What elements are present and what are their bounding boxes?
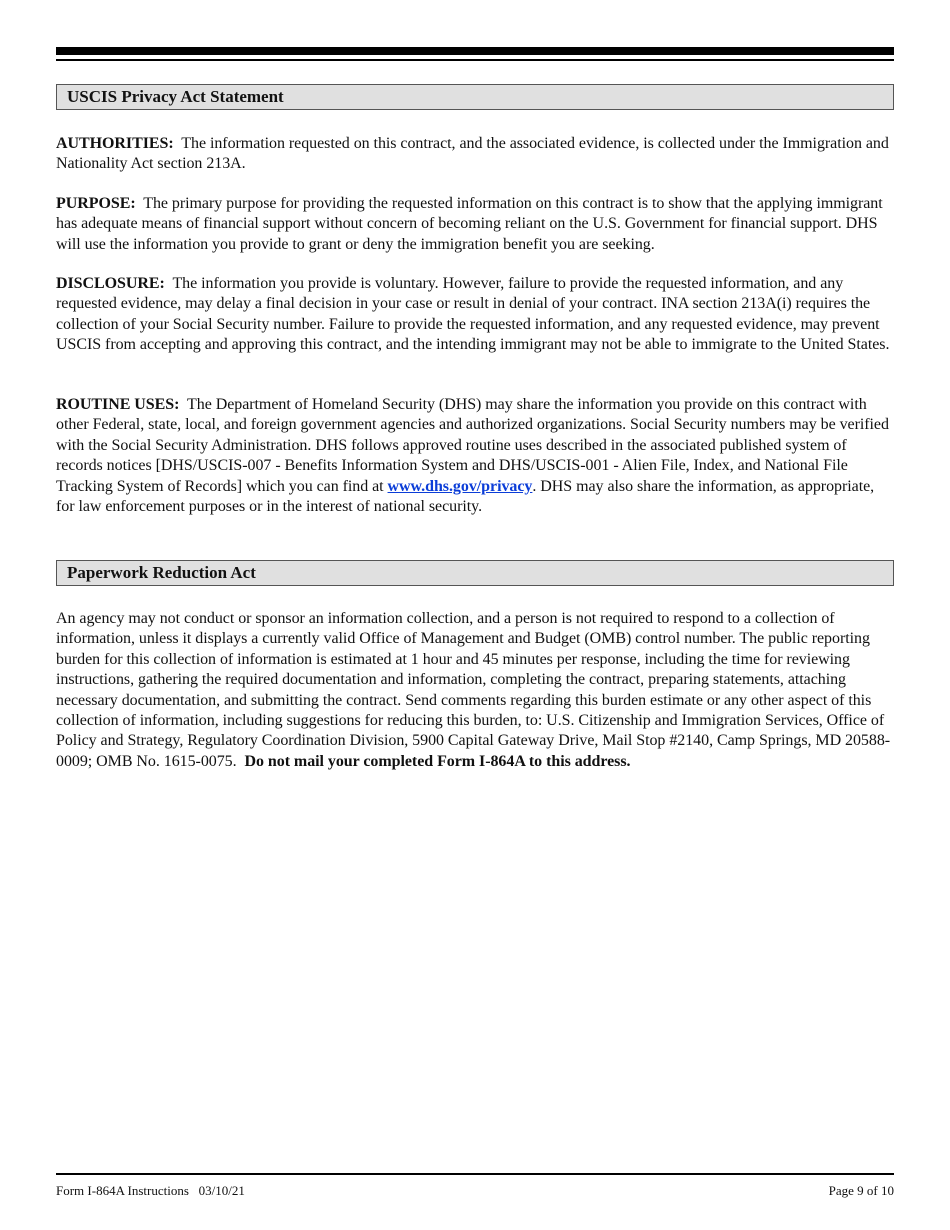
footer-form-label: Form I-864A Instructions 03/10/21 — [56, 1183, 245, 1198]
disclosure-text: The information you provide is voluntary. However, failure to provide the requested information, and any requested evidence, may delay a final decision in your case or result in denial of your contract. INA section 213A(i) requires the collection of your Social Security number. Failure to provide the requested information, and any requested evidence, may prevent USCIS from accepting and approving this contract, and the intending immigrant may not be able to immigrate to the United States. — [56, 275, 890, 354]
routine-uses-text: The Department of Homeland Security (DHS) may share the information you provide on this contract with other Federal, state, local, and foreign government agencies and authorized organizations. Social Security numbers may be verified with the Social Security Administration. DHS follows approved routine uses described in the associated published system of records notices [DHS/USCIS-007 - Benefits Information System and DHS/USCIS-001 - Alien File, Index, and National File Tracking System of Records] which you can find at — [56, 396, 889, 495]
purpose-text: The primary purpose for providing the requested information on this contract is to show that the applying immigrant has adequate means of financial support without concern of becoming reliant on the U.S. Government for financial support. DHS will use the information you provide to grant or deny the immigration benefit you are seeking. — [56, 195, 883, 253]
routine-uses-label: ROUTINE USES: — [56, 396, 180, 413]
disclosure-label: DISCLOSURE: — [56, 275, 165, 292]
header-thin-rule — [56, 59, 894, 61]
purpose-paragraph — [56, 194, 896, 255]
dhs-privacy-link[interactable]: www.dhs.gov/privacy — [387, 477, 533, 495]
paperwork-paragraph — [56, 609, 896, 772]
purpose-label: PURPOSE: — [56, 195, 136, 212]
paperwork-bold-notice: Do not mail your completed Form I-864A to this address. — [244, 752, 631, 770]
authorities-label: AUTHORITIES: — [56, 135, 174, 152]
header-thick-rule — [56, 47, 894, 55]
routine-uses-text-after: . DHS may also share the information, as appropriate, for law enforcement purposes or in the interest of national security. — [56, 477, 875, 516]
routine-uses-paragraph — [56, 395, 896, 517]
authorities-text: The information requested on this contract, and the associated evidence, is collected under the Immigration and Nationality Act section 213A. — [56, 135, 889, 173]
paperwork-section-title: Paperwork Reduction Act — [56, 560, 894, 586]
footer-page-number: Page 9 of 10 — [828, 1183, 894, 1198]
authorities-paragraph — [56, 134, 896, 175]
paperwork-text: An agency may not conduct or sponsor an information collection, and a person is not required to respond to a collection of information, unless it displays a currently valid Office of Management and Budget (OMB) control number. The public reporting burden for this collection of information is estimated at 1 hour and 45 minutes per response, including the time for reviewing instructions, gathering the required documentation and information, completing the contract, preparing statements, attaching necessary documentation, and submitting the contract. Send comments regarding this burden estimate or any other aspect of this collection of information, including suggestions for reducing this burden, to: U.S. Citizenship and Immigration Services, Office of Policy and Strategy, Regulatory Coordination Division, 5900 Capital Gateway Drive, Mail Stop #2140, Camp Springs, MD 20588-0009; OMB No. 1615-0075. — [56, 610, 891, 770]
disclosure-paragraph — [56, 274, 896, 356]
privacy-section-title: USCIS Privacy Act Statement — [56, 84, 894, 110]
footer-rule — [56, 1173, 894, 1175]
